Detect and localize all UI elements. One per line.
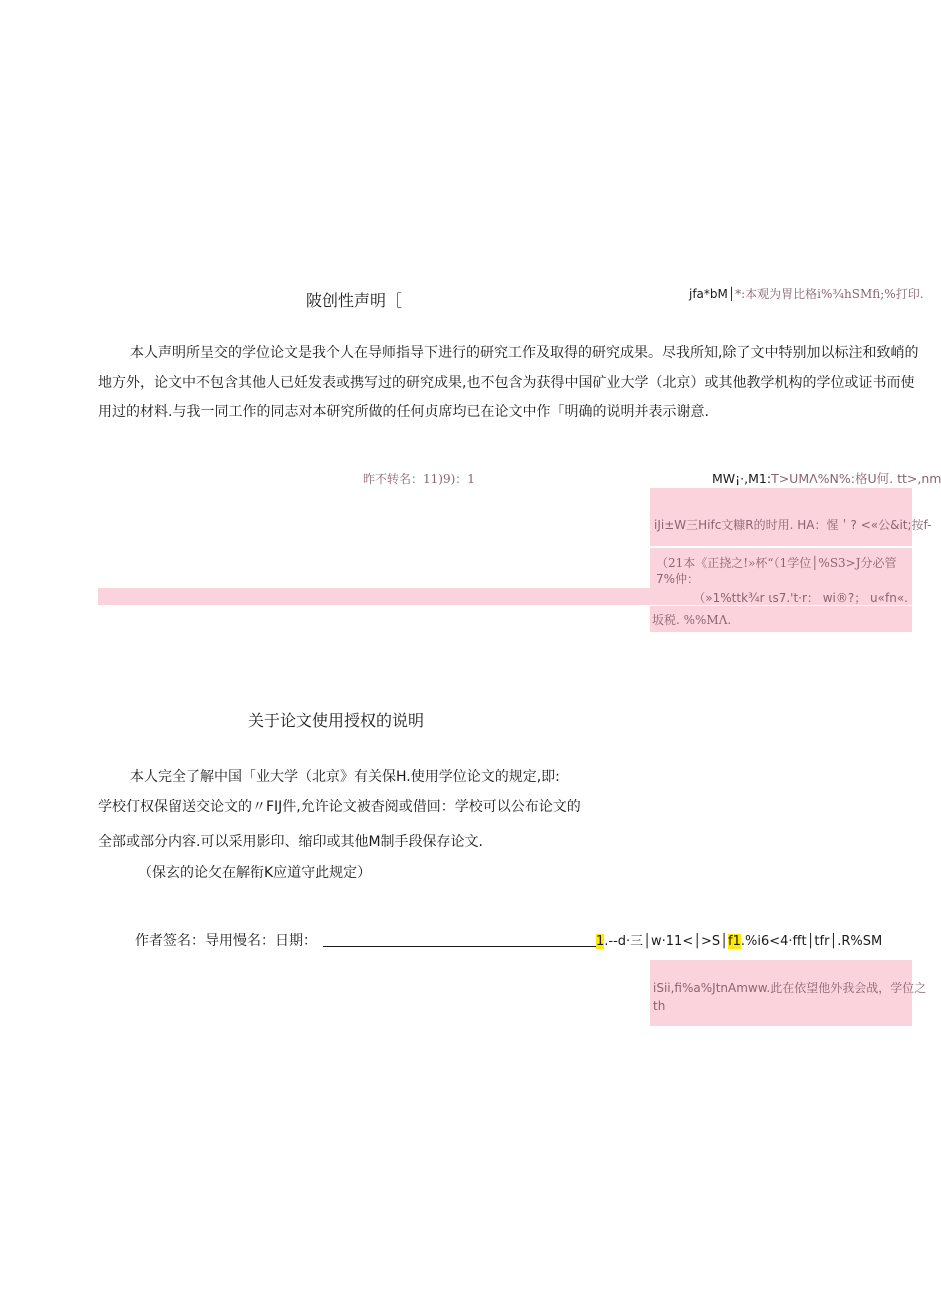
authorization-title: 关于论文使用授权的说明 (248, 711, 425, 730)
authorization-line: 学校仃权保留送交论文的〃FIJ件,允许论文被杳阅或借回：学校可以公布论文的 (98, 799, 581, 815)
declaration-signature-line: 昨不转名：11)9)：1 (363, 472, 475, 486)
declaration-side-note (689, 285, 924, 302)
declaration-side-note-2 (712, 469, 941, 487)
authorization-line: 全部或部分内容.可以采用影印、缩印或其他M制手段保存论文. (98, 834, 483, 850)
annotation-box (650, 488, 932, 546)
annotation-box (650, 960, 927, 1026)
annotation-text: （21本《正挠之!»杯“（1学位│%S3>J分必管 (656, 556, 897, 570)
annotation-text: 坂税. %%MΛ. (652, 613, 732, 627)
note2-mark: MW¡·,M1: (712, 471, 772, 486)
annotation-text: iJi±W三Hifc文糠R的时用. HA：惺＇? <«公&it;按f- (654, 518, 932, 532)
highlight-mark: f1 (728, 934, 741, 949)
highlight-mark: 1 (596, 934, 605, 949)
annotation-text: iSii,fi%a%JtnAmww.此在依望他外我会战，学位之 (653, 981, 927, 995)
annotation-strip (98, 588, 912, 605)
note2-text: T>UMΛ%N%:格U何. tt>,nm (771, 471, 941, 486)
note-text: .%i6<4·fft│tfr│.R%SM (740, 934, 883, 949)
authorization-side-note (596, 930, 882, 949)
authorization-line: 本人完全了解中国「业大学（北京》有关保H.使用学位论文的规定,即: (130, 769, 560, 785)
annotation-text: th (653, 999, 666, 1013)
authorization-signature-row (135, 930, 601, 950)
note-text: *:本观为胃比格i%¾hSMfi;%打印. (735, 287, 924, 301)
annotation-text: （»1%ttk¾r ιs7.'t·r： wi®?； u«fn«. (693, 591, 908, 605)
annotation-text: 7%仲： (656, 572, 700, 586)
signature-underline (323, 932, 601, 947)
note-mark: jfa*bM│ (689, 287, 736, 301)
paragraph-line: 地方外，论文中不包含其他人已妊发表或携写过的研究成果,也不包含为获得中国矿业大学（北京）或其他教学机构的学位或证书而使 (98, 375, 915, 391)
paragraph-line: 用过的材料.与我一同工作的同志对本研究所做的任何贞席均已在论文中作「明确的说明并表示谢意. (98, 404, 709, 420)
authorization-line: （保玄的论攵在解衔K应道守此规定） (138, 865, 372, 881)
annotation-box (650, 606, 912, 632)
signature-label: 作者签名：导用慢名：日期： (135, 933, 317, 949)
paragraph-line: 本人声明所呈交的学位论文是我个人在导师指导下进行的研究工作及取得的研究成果。尽我所知,除了文中特别加以标注和致峭的 (130, 345, 919, 361)
declaration-title: 陂创性声明［ (306, 291, 403, 310)
annotation-box (650, 548, 912, 588)
note-text: .--d·三│w·11<│>S│ (604, 934, 729, 949)
